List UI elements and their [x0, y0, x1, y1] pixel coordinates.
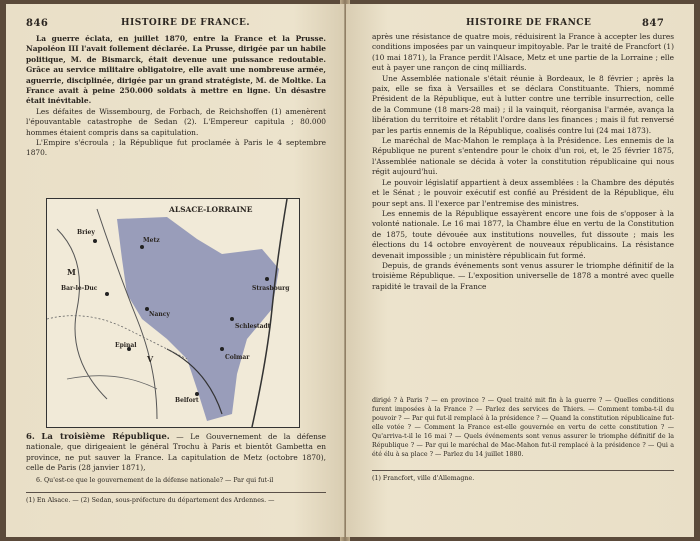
left-footnote: (1) En Alsace. — (2) Sedan, sous-préfecture du département des Ardennes. —: [26, 497, 275, 504]
left-paragraph: L'Empire s'écroula ; la République fut proclamée à Paris le 4 septembre 1870.: [26, 138, 326, 158]
right-paragraph: après une résistance de quatre mois, réduisirent la France à accepter les dures conditions imposées par un vainqueur impitoyable. Par le traité de Francfort (1) (10 mai 1871), la France perdit l'Alsace, Metz et une partie de la Lorraine ; elle eut à payer une rançon de cinq milliards.: [372, 32, 674, 73]
right-paragraph: Depuis, de grands événements sont venus assurer le triomphe définitif de la troisième République. — L'exposition universelle de 1878 a montré avec quelle rapidité le travail de la France: [372, 260, 674, 291]
map-label: V: [147, 354, 154, 364]
question-text: 6. Qu'est-ce que le gouvernement de la défense nationale? — Par qui fut-il: [36, 476, 274, 484]
map-label: Belfort: [175, 397, 199, 404]
section-block: [26, 432, 326, 485]
section-text: — Le Gouvernement de la défense nationale, que dirigeaient le général Trochu à Paris et bientôt Gambetta en province, ne put sauver la France. La capitulation de Metz (octobre 1870), celle de Paris (28 janvier 1871),: [26, 432, 327, 473]
right-paragraph: Une Assemblée nationale s'était réunie à Bordeaux, le 8 février ; après la paix, elle se fixa à Versailles et se déclara Constituante. Thiers, nommé Président de la République, eut à lutter contre une terrible insurrection, celle de la Commune (18 mars-28 mai) ; il la vainquit, réorganisa l'armée, avança la libération du territoire et rétablit l'ordre dans les finances ; mais il fut renversé par les partis ennemis de la République, coalisés contre lui (24 mai 1873).: [372, 73, 674, 135]
right-body-text: [372, 32, 674, 292]
right-paragraph: Le pouvoir législatif appartient à deux assemblées : la Chambre des députés et le Sénat ; le pouvoir exécutif est confié au Président de la République, élu pour sept ans. Il l'exerce par l'entremise des ministres.: [372, 177, 674, 208]
map-title: ALSACE-LORRAINE: [169, 205, 253, 214]
footnote-rule: [26, 492, 326, 493]
right-page-number: 847: [642, 18, 665, 29]
map-label: Bar-le-Duc: [61, 285, 98, 292]
left-page: [6, 4, 345, 537]
left-paragraph: Les défaites de Wissembourg, de Forbach, de Reichshoffen (1) amenèrent l'épouvantable catastrophe de Sedan (2). L'Empereur capitula ; 80.000 hommes étaient compris dans sa capitulation.: [26, 106, 326, 137]
left-body-text: [26, 34, 326, 159]
map-label: Epinal: [115, 342, 137, 349]
map-label: Nancy: [149, 311, 170, 318]
right-footnote: (1) Francfort, ville d'Allemagne.: [372, 475, 475, 482]
left-page-number: 846: [26, 18, 49, 29]
map-label: Metz: [143, 237, 160, 244]
section-number: 6.: [26, 432, 35, 442]
right-questions: dirigé ? à Paris ? — en province ? — Quel traité mit fin à la guerre ? — Quelles conditions furent imposées à la France ? — Parlez des services de Thiers. — Comment tomba-t-il du pouvoir ? — Par qui fut-il remplacé à la présidence ? — Quand la constitution républicaine fut-elle votée ? — Comment la France est-elle gouvernée en vertu de cette constitution ? — Qu'arriva-t-il le 16 mai ? — Quels événements sont venus assurer le triomphe définitif de la République ? — Par qui le maréchal de Mac-Mahon fut-il remplacé à la présidence ? — Qui a été élu à sa place ? — Parlez du 14 juillet 1880.: [372, 397, 674, 458]
footnote-rule: [372, 470, 674, 471]
left-paragraph: La guerre éclata, en juillet 1870, entre la France et la Prusse. Napoléon III l'avait follement déclarée. La Prusse, dirigée par un habile politique, M. de Bismarck, était devenue une puissance redoutable. Grâce au service militaire obligatoire, elle avait une nombreuse armée, aguerrie, disciplinée, dirigée par un grand stratégiste, M. de Moltke. La France avait à peine 250.000 soldats à mettre en ligne. Un désastre était inévitable.: [26, 34, 326, 106]
map-label: Colmar: [225, 354, 250, 361]
map-label: Strasbourg: [252, 285, 290, 292]
alsace-lorraine-map: [46, 198, 300, 428]
right-page: [346, 4, 694, 537]
map-label: Schlestadt: [235, 323, 271, 330]
right-paragraph: Les ennemis de la République essayèrent encore une fois de s'opposer à la volonté nationale. Le 16 mai 1877, la Chambre élue en vertu de la Constitution de 1875, toute dévouée aux institutions nouvelles, fut dissoute ; mais les élections du 14 octobre envoyèrent de nouveaux républicains. La résistance devenait impossible ; un ministère républicain fut formé.: [372, 208, 674, 260]
right-paragraph: Le maréchal de Mac-Mahon le remplaça à la Présidence. Les ennemis de la République ne purent s'entendre pour le choix d'un roi, et, le 25 février 1875, l'Assemblée nationale se décida à voter la constitution républicaine qui nous régit aujourd'hui.: [372, 136, 674, 177]
map-label: Briey: [77, 229, 95, 236]
map-label: M: [67, 267, 76, 277]
right-running-head: HISTOIRE DE FRANCE: [466, 18, 592, 28]
section-title: La troisième République.: [41, 432, 170, 442]
left-running-head: HISTOIRE DE FRANCE.: [121, 18, 250, 28]
